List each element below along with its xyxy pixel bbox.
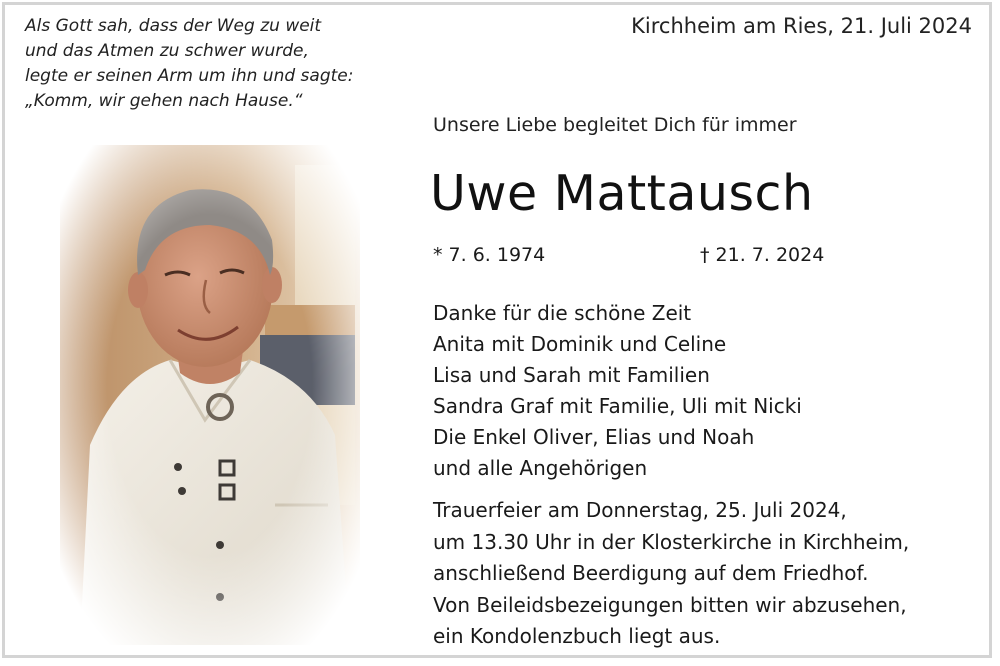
portrait-photo [60,145,360,645]
place-date: Kirchheim am Ries, 21. Juli 2024 [631,14,972,38]
mourners-line: Anita mit Dominik und Celine [433,332,727,356]
mourners-line: Danke für die schöne Zeit [433,301,692,325]
death-date: † 21. 7. 2024 [700,244,825,266]
mourners-line: Lisa und Sarah mit Familien [433,363,710,387]
poem-line: und das Atmen zu schwer wurde, [25,41,309,61]
poem-line: „Komm, wir gehen nach Hause.“ [25,91,303,111]
funeral-line: um 13.30 Uhr in der Klosterkirche in Kirchheim, [433,529,910,554]
funeral-line: ein Kondolenzbuch liegt aus. [433,624,721,648]
portrait-illustration [60,145,360,645]
mourners-line: und alle Angehörigen [433,456,648,480]
funeral-line: Trauerfeier am Donnerstag, 25. Juli 2024, [433,498,847,522]
birth-date: * 7. 6. 1974 [433,244,546,266]
funeral-line: anschließend Beerdigung auf dem Friedhof. [433,561,869,585]
poem-verse [25,14,353,114]
mourners-line: Sandra Graf mit Familie, Uli mit Nicki [433,394,802,418]
mourners-list [433,298,802,484]
poem-line: Als Gott sah, dass der Weg zu weit [25,16,322,36]
mourners-line: Die Enkel Oliver, Elias und Noah [433,425,755,449]
poem-line: legte er seinen Arm um ihn und sagte: [25,66,354,86]
motto: Unsere Liebe begleitet Dich für immer [433,114,797,136]
funeral-details [433,495,909,653]
funeral-line: Von Beileidsbezeigungen bitten wir abzusehen, [433,592,907,617]
deceased-name: Uwe Mattausch [430,165,814,222]
